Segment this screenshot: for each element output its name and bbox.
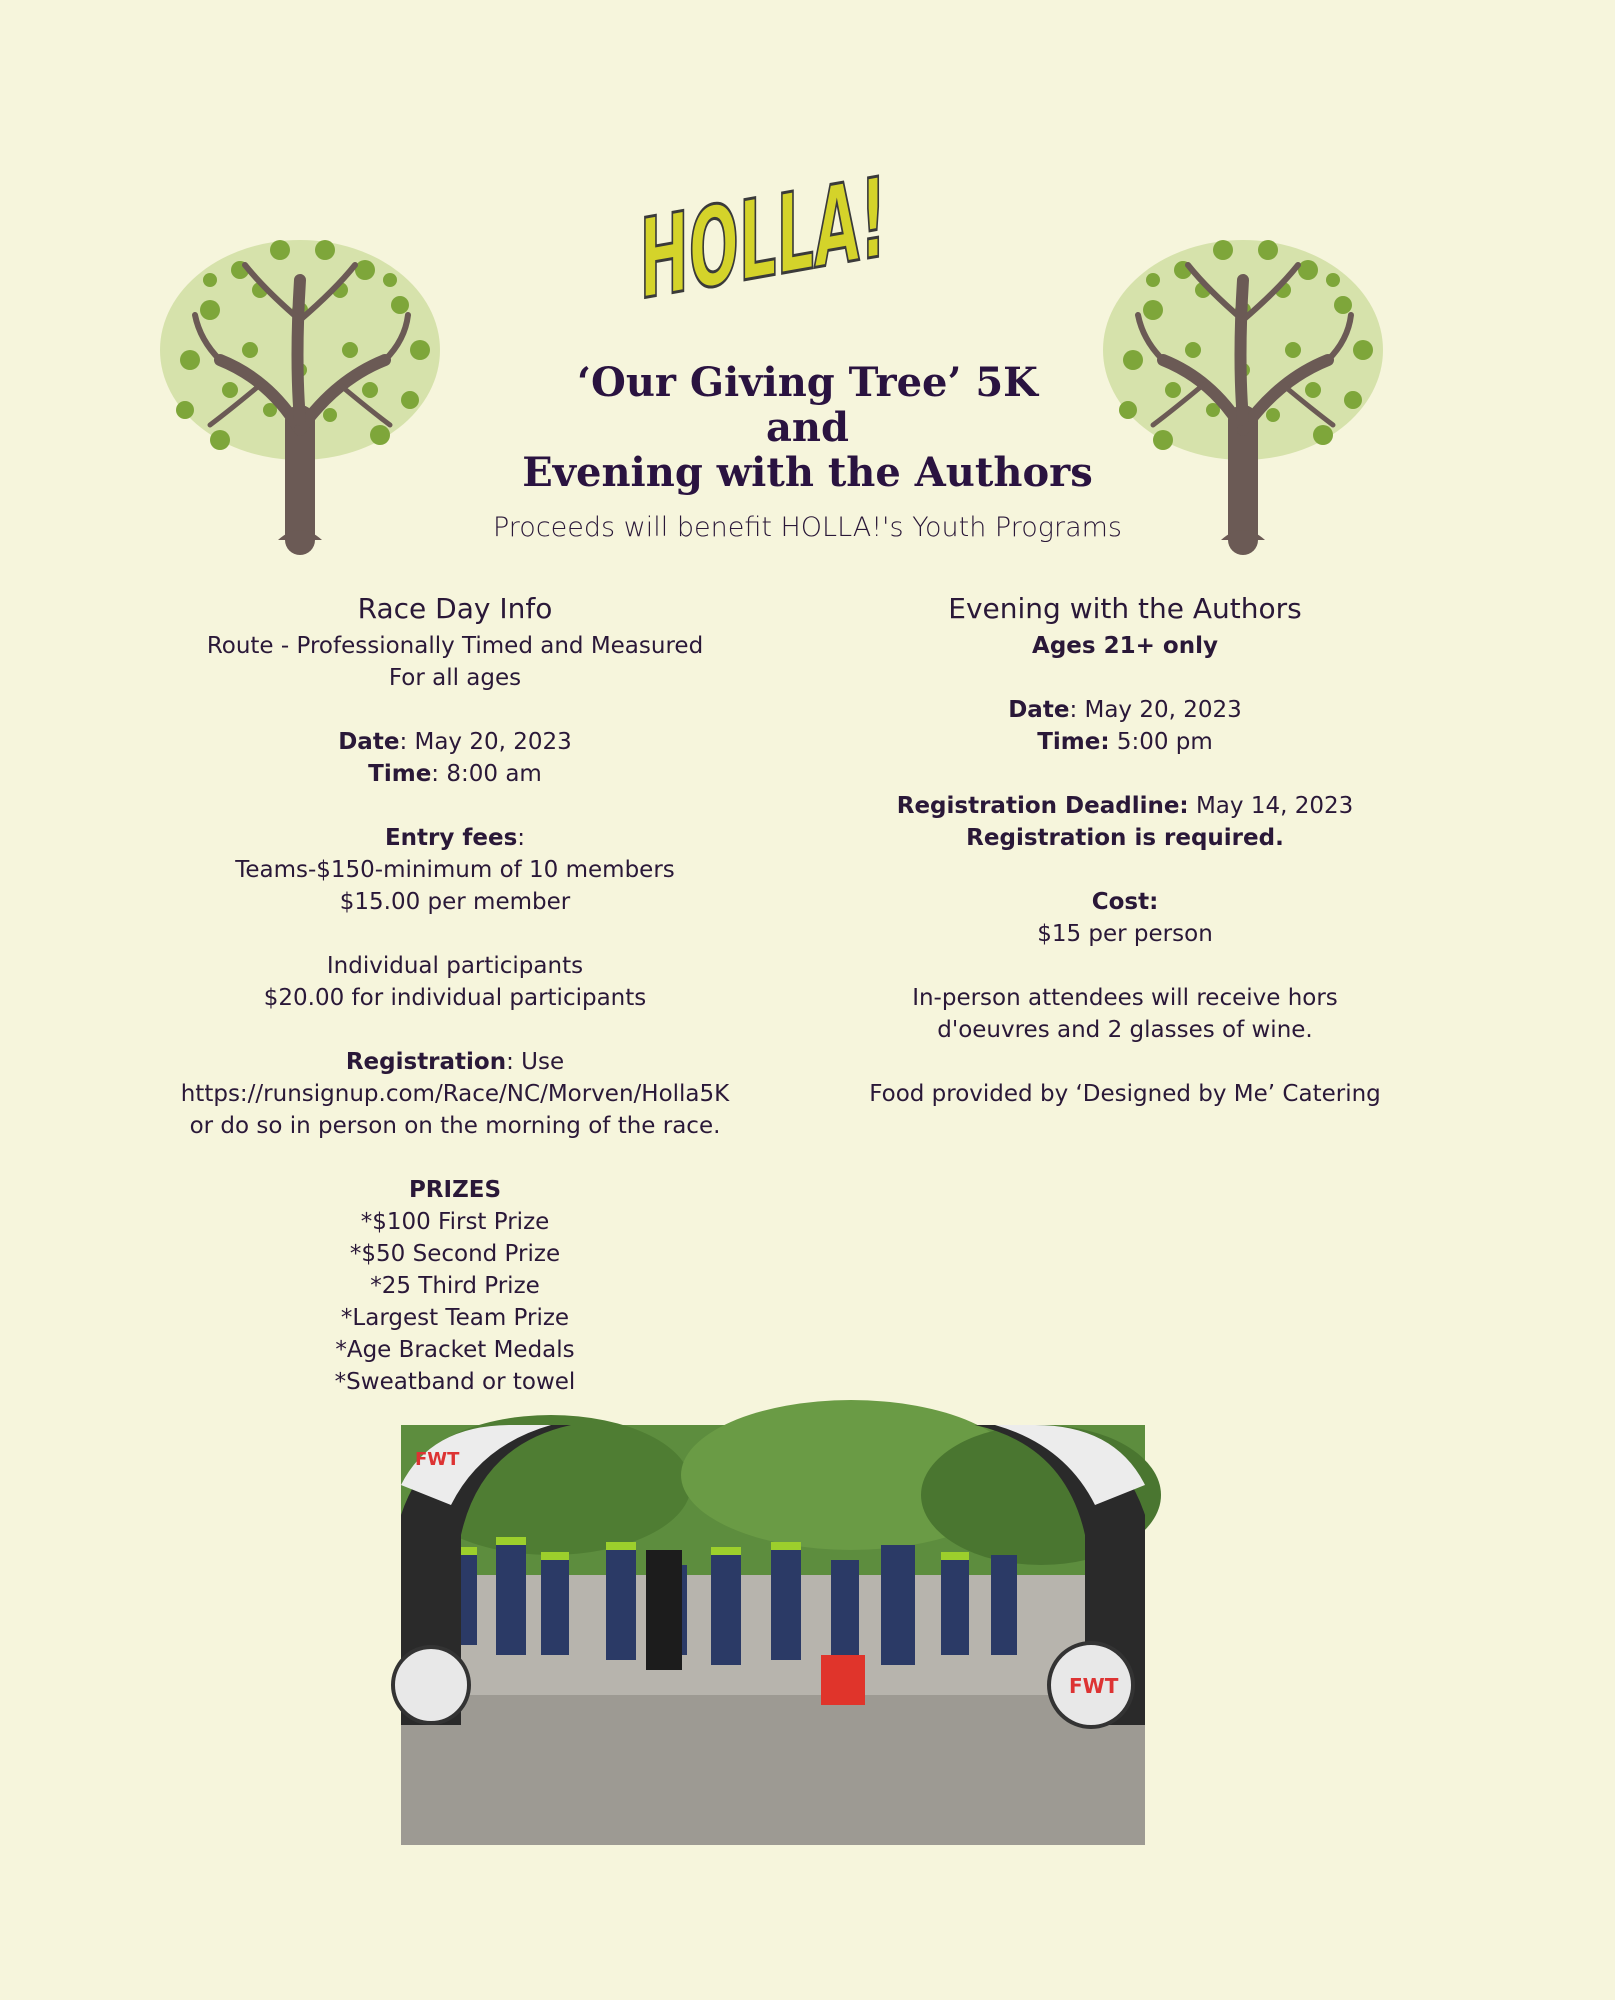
holla-logo-text: HOLLA! <box>639 120 1078 325</box>
per-member-fee: $15.00 per member <box>339 889 571 915</box>
race-day-info-section <box>110 590 800 1398</box>
registration-url: https://runsignup.com/Race/NC/Morven/Holla5K <box>180 1081 730 1107</box>
evening-date-label: Date <box>1008 697 1070 723</box>
entry-fees-colon: : <box>517 825 526 851</box>
race-date <box>110 726 800 758</box>
race-day-heading: Race Day Info <box>357 592 553 625</box>
prize-item: *$50 Second Prize <box>349 1241 561 1267</box>
registration-deadline <box>780 790 1470 822</box>
registration-value: : Use <box>506 1049 565 1075</box>
individual-label: Individual participants <box>326 953 584 979</box>
evening-time-label: Time: <box>1037 729 1110 755</box>
evening-ages: Ages 21+ only <box>1032 633 1218 659</box>
registration-note: or do so in person on the morning of the race. <box>189 1113 721 1139</box>
prize-item: *Largest Team Prize <box>340 1305 570 1331</box>
attendees-line-1: In-person attendees will receive hors <box>912 985 1338 1011</box>
prizes-heading: PRIZES <box>408 1177 502 1203</box>
prize-item: *Sweatband or towel <box>334 1369 576 1395</box>
evening-time-value: 5:00 pm <box>1109 729 1213 755</box>
evening-date <box>780 694 1470 726</box>
individual-fee: $20.00 for individual participants <box>263 985 647 1011</box>
registration <box>110 1046 800 1078</box>
prize-item: *$100 First Prize <box>360 1209 550 1235</box>
registration-required: Registration is required. <box>966 825 1284 851</box>
arch-logo-left: FWT <box>415 1449 460 1470</box>
race-date-label: Date <box>338 729 400 755</box>
evening-authors-section <box>780 590 1470 1110</box>
team-fee: Teams-$150-minimum of 10 members <box>235 857 675 883</box>
attendees-line-2: d'oeuvres and 2 glasses of wine. <box>937 1017 1313 1043</box>
entry-fees-label: Entry fees <box>384 825 518 851</box>
event-title-line-1: ‘Our Giving Tree’ 5K <box>577 359 1038 406</box>
entry-fees <box>110 822 800 854</box>
cost-label: Cost: <box>1091 889 1159 915</box>
evening-heading: Evening with the Authors <box>948 592 1302 625</box>
cost-value: $15 per person <box>1037 921 1213 947</box>
registration-label: Registration <box>345 1049 507 1075</box>
race-time <box>110 758 800 790</box>
prize-item: *25 Third Prize <box>370 1273 540 1299</box>
arch-logo-right: FWT <box>1069 1674 1119 1698</box>
catering-note: Food provided by ‘Designed by Me’ Catering <box>869 1081 1381 1107</box>
event-subtitle: Proceeds will benefit HOLLA!'s Youth Programs <box>492 512 1122 543</box>
race-date-value: : May 20, 2023 <box>399 729 572 755</box>
holla-logo <box>630 120 1078 330</box>
race-time-value: : 8:00 am <box>431 761 542 787</box>
event-title-line-3: Evening with the Authors <box>522 449 1093 496</box>
prize-item: *Age Bracket Medals <box>335 1337 575 1363</box>
evening-time <box>780 726 1470 758</box>
deadline-value: May 14, 2023 <box>1188 793 1354 819</box>
evening-date-value: : May 20, 2023 <box>1069 697 1242 723</box>
event-title-line-2: and <box>766 404 849 451</box>
race-time-label: Time <box>368 761 432 787</box>
race-ages: For all ages <box>388 665 522 691</box>
race-start-photo <box>401 1425 1145 1845</box>
race-route: Route - Professionally Timed and Measured <box>206 633 704 659</box>
deadline-label: Registration Deadline: <box>896 793 1189 819</box>
